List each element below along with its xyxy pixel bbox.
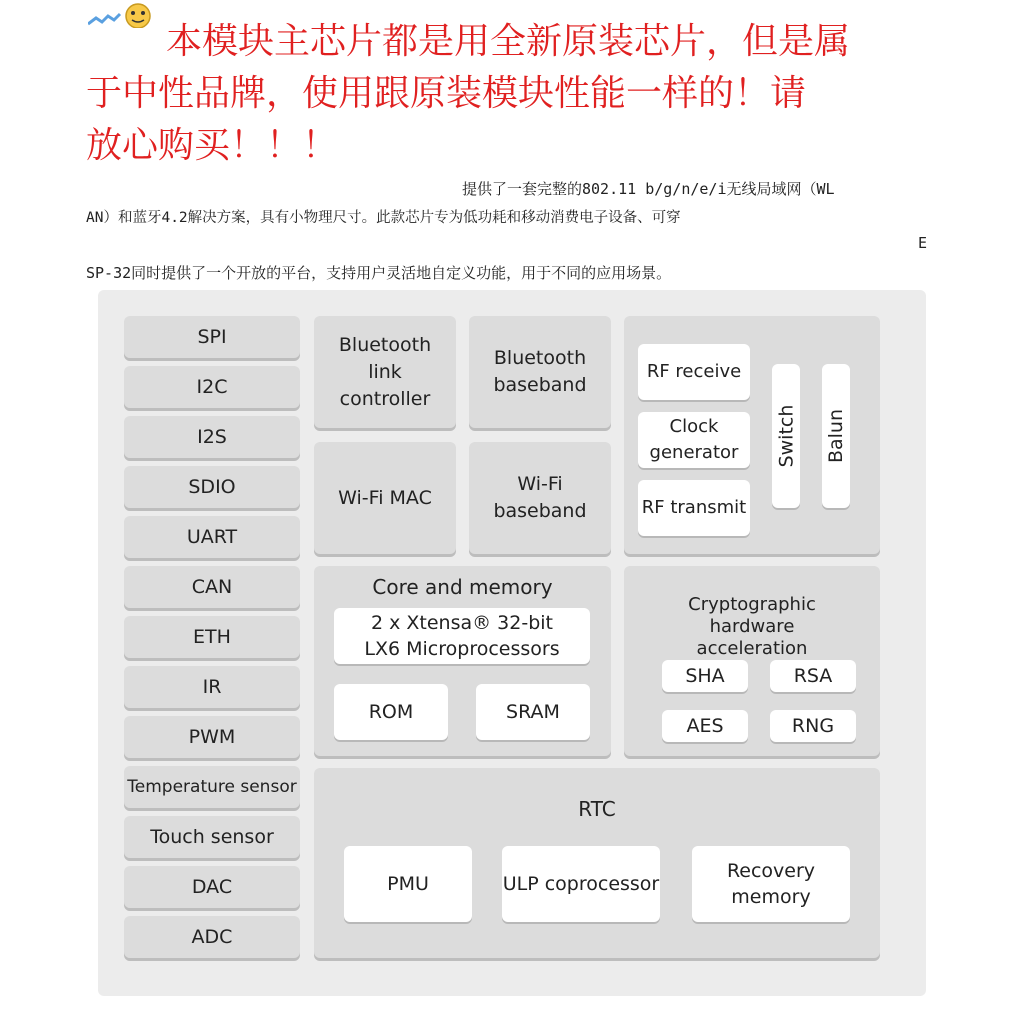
pmu-block: PMU <box>344 846 472 922</box>
rtc-title: RTC <box>578 797 616 821</box>
crypto-title: Cryptographic hardware acceleration <box>688 594 816 659</box>
rf-receive: RF receive <box>638 344 750 400</box>
peripheral-touch-sensor: Touch sensor <box>124 816 300 858</box>
recovery-memory: Recovery memory <box>692 846 850 922</box>
wifi-mac: Wi-Fi MAC <box>314 442 456 554</box>
peripheral-ir: IR <box>124 666 300 708</box>
peripheral-can: CAN <box>124 566 300 608</box>
esp32-block-diagram <box>98 290 926 996</box>
description-line-3: E <box>918 234 928 252</box>
switch-label: Switch <box>775 404 798 468</box>
rtc-section <box>314 768 880 958</box>
rng-block: RNG <box>770 710 856 742</box>
wifi-baseband: Wi-Fi baseband <box>469 442 611 554</box>
rf-transmit: RF transmit <box>638 480 750 536</box>
peripheral-adc: ADC <box>124 916 300 958</box>
sha-block: SHA <box>662 660 748 692</box>
switch-block <box>772 364 800 508</box>
balun-label: Balun <box>825 408 848 464</box>
peripheral-pwm: PWM <box>124 716 300 758</box>
rf-section <box>624 316 880 554</box>
core-title: Core and memory <box>372 575 553 599</box>
peripheral-sdio: SDIO <box>124 466 300 508</box>
promo-line-2: 于中性品牌，使用跟原装模块性能一样的！请 <box>86 73 807 114</box>
description-line-4: SP-32同时提供了一个开放的平台，支持用户灵活地自定义功能，用于不同的应用场景。 <box>86 264 672 282</box>
description-line-1: 提供了一套完整的802.11 b/g/n/e/i无线局域网（WL <box>462 180 835 198</box>
bluetooth-baseband: Bluetooth baseband <box>469 316 611 428</box>
rom-block: ROM <box>334 684 448 740</box>
crypto-acceleration <box>624 566 880 756</box>
peripheral-dac: DAC <box>124 866 300 908</box>
description-line-2: AN）和蓝牙4.2解决方案，具有小物理尺寸。此款芯片专为低功耗和移动消费电子设备、可穿 <box>86 210 681 226</box>
peripheral-i2c: I2C <box>124 366 300 408</box>
peripheral-temperature-sensor: Temperature sensor <box>124 766 300 808</box>
balun-block <box>822 364 850 508</box>
clock-generator: Clock generator <box>638 412 750 468</box>
promo-line-1: 本模块主芯片都是用全新原装芯片，但是属 <box>166 21 851 62</box>
rsa-block: RSA <box>770 660 856 692</box>
emoji-sticker-icon <box>88 2 160 28</box>
bluetooth-link-controller: Bluetooth link controller <box>314 316 456 428</box>
promo-line-3: 放心购买！！！ <box>86 125 339 166</box>
peripheral-eth: ETH <box>124 616 300 658</box>
peripheral-uart: UART <box>124 516 300 558</box>
ulp-coprocessor: ULP coprocessor <box>502 846 660 922</box>
peripheral-i2s: I2S <box>124 416 300 458</box>
peripheral-spi: SPI <box>124 316 300 358</box>
aes-block: AES <box>662 710 748 742</box>
core-and-memory <box>314 566 611 756</box>
cpu-block: 2 x Xtensa® 32-bit LX6 Microprocessors <box>334 608 590 664</box>
sram-block: SRAM <box>476 684 590 740</box>
